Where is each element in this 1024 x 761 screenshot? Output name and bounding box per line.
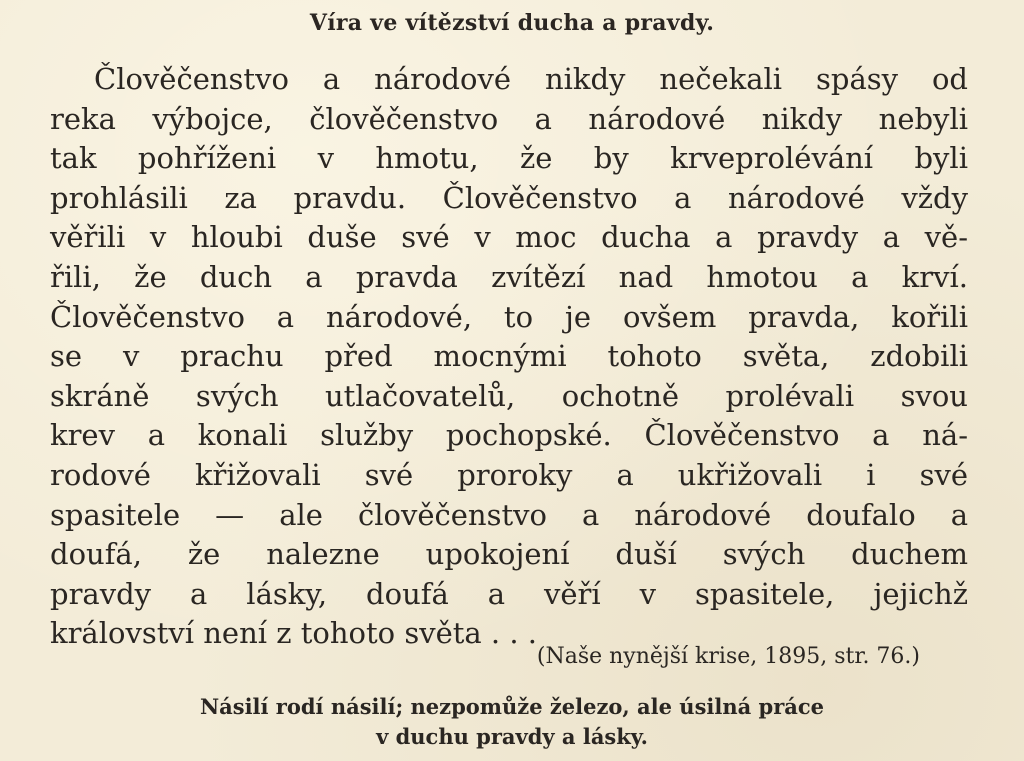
paragraph-line: Člověčenstvo a národové nikdy nečekali spásy od bbox=[94, 62, 968, 96]
source-citation: (Naše nynější krise, 1895, str. 76.) bbox=[536, 644, 920, 669]
paragraph-line: doufá, že nalezne upokojení duší svých duchem bbox=[50, 537, 968, 572]
paragraph-line: pravdy a lásky, doufá a věří v spasitele, jejichž bbox=[50, 576, 968, 611]
closing-quote bbox=[0, 692, 1024, 752]
paragraph-line: se v prachu před mocnými tohoto světa, zdobili bbox=[50, 339, 968, 374]
paragraph bbox=[50, 60, 968, 654]
paragraph-line: věřili v hloubi duše své v moc ducha a pravdy a vě- bbox=[50, 220, 968, 255]
paragraph-line: reka výbojce, člověčenstvo a národové nikdy nebyli bbox=[50, 101, 968, 136]
paragraph-line: prohlásili za pravdu. Člověčenstvo a národové vždy bbox=[50, 180, 968, 215]
paragraph-line: království není z tohoto světa . . . bbox=[50, 616, 538, 651]
paragraph-line: spasitele — ale člověčenstvo a národové doufalo a bbox=[50, 497, 968, 532]
paragraph-line: rodové křižovali své proroky a ukřižovali i své bbox=[50, 457, 968, 492]
section-heading: Víra ve vítězství ducha a pravdy. bbox=[309, 10, 715, 36]
quote-line: v duchu pravdy a lásky. bbox=[376, 724, 648, 749]
paragraph-line: krev a konali služby pochopské. Člověčenstvo a ná- bbox=[50, 418, 968, 453]
paragraph-line: skráně svých utlačovatelů, ochotně prolévali svou bbox=[50, 378, 968, 413]
paragraph-line: Člověčenstvo a národové, to je ovšem pravda, kořili bbox=[50, 299, 968, 334]
paragraph-line: řili, že duch a pravda zvítězí nad hmotou a krví. bbox=[50, 259, 968, 294]
quote-line: Násilí rodí násilí; nezpomůže železo, ale úsilná práce bbox=[199, 694, 825, 719]
paragraph-line: tak pohříženi v hmotu, že by krveprolévání byli bbox=[50, 141, 968, 176]
